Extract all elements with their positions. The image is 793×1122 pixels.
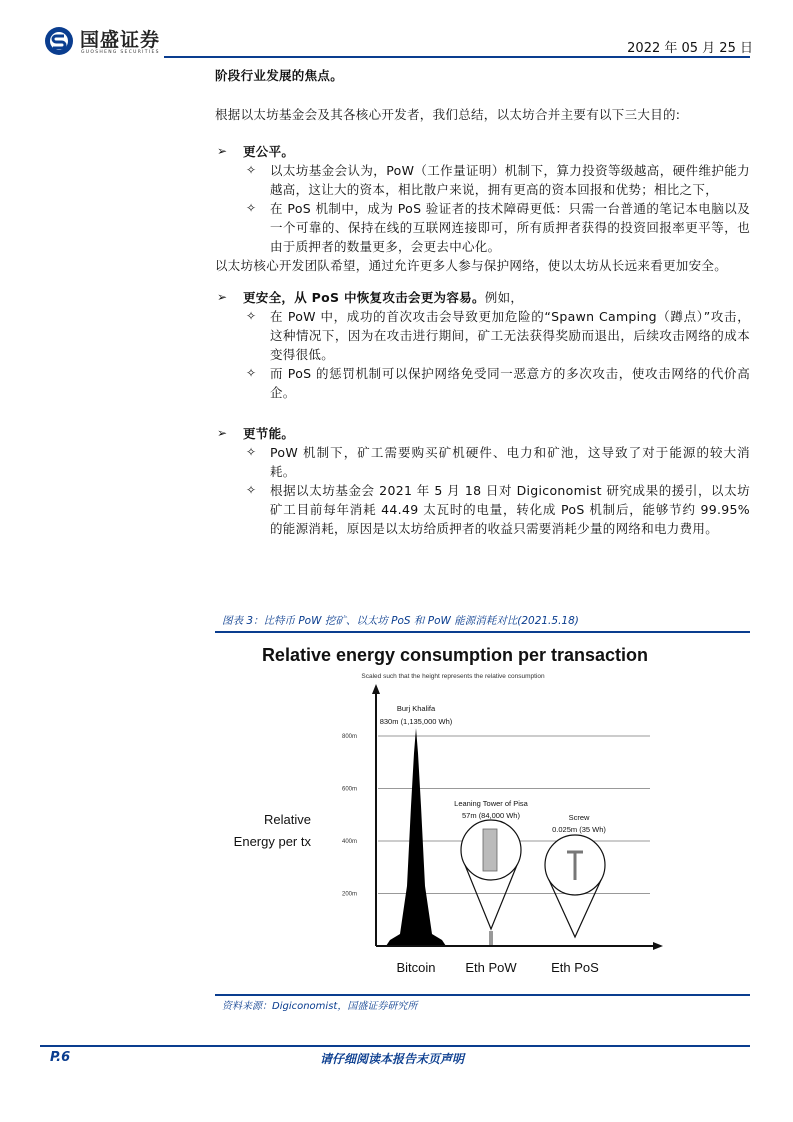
- x-axis-arrow-icon: [653, 942, 663, 950]
- x-category-label: Bitcoin: [396, 960, 436, 975]
- annotation-value: 830m (1,135,000 Wh): [379, 717, 453, 726]
- bar-eth-pow: [489, 931, 493, 946]
- bullet-text: 根据以太坊基金会 2021 年 5 月 18 日对 Digiconomist 研究成果的援引，以太坊矿工目前每年消耗 44.49 太瓦时的电量，转化成 PoS 机制后，能够节约 99.95% 的能源消耗，原因是以太坊给质押者的收益只需要消耗少量的网络和电力费用。: [270, 483, 750, 536]
- x-category-label: Eth PoW: [465, 960, 517, 975]
- bullet-item: [215, 307, 750, 364]
- pisa-tower-icon: [483, 829, 497, 871]
- chart-subtitle: Scaled such that the height represents the relative consumption: [361, 673, 545, 680]
- section-title-row: [215, 142, 750, 161]
- annotation-name: Screw: [568, 813, 590, 822]
- y-tick-label: 400m: [341, 839, 357, 845]
- annotation-name: Burj Khalifa: [396, 704, 436, 713]
- x-category-label: Eth PoS: [551, 960, 599, 975]
- section-note: 以太坊核心开发团队希望，通过允许更多人参与保护网络，使以太坊从长远来看更加安全。: [215, 258, 728, 273]
- bullet-item: [215, 364, 750, 402]
- diamond-bullet-icon: ✧: [246, 366, 257, 380]
- bullet-item: [215, 199, 750, 256]
- figure-source: 资料来源：Digiconomist，国盛证券研究所: [222, 1001, 418, 1012]
- section-title-row: [215, 288, 750, 307]
- arrow-bullet-icon: ➢: [217, 290, 228, 304]
- arrow-bullet-icon: ➢: [217, 144, 228, 158]
- section-title: 更公平。: [243, 144, 295, 159]
- bullet-text: 在 PoS 机制中，成为 PoS 验证者的技术障碍更低：只需一台普通的笔记本电脑以及一个可靠的、保持在线的互联网连接即可，所有质押者获得的投资回报率更平等，也由于质押者的数量更多，会更去中心化。: [270, 201, 750, 254]
- caption-divider: [215, 631, 750, 633]
- annotation-name: Leaning Tower of Pisa: [454, 799, 528, 808]
- bullet-item: [215, 481, 750, 538]
- bullet-text: 在 PoW 中，成功的首次攻击会导致更加危险的“Spawn Camping（蹲点）”攻击，这种情况下，因为在攻击进行期间，矿工无法获得奖励而退出，后续攻击网络的成本变得很低。: [270, 309, 750, 362]
- footer-disclaimer: 请仔细阅读本报告末页声明: [320, 1052, 465, 1066]
- bullet-item: [215, 443, 750, 481]
- report-date: 2022 年 05 月 25 日: [627, 41, 753, 56]
- diamond-bullet-icon: ✧: [246, 309, 257, 323]
- logo-text: 国盛证券: [80, 29, 161, 51]
- annotation-value: 57m (84,000 Wh): [462, 811, 520, 820]
- body-text: [215, 66, 750, 538]
- bullet-text: 而 PoS 的惩罚机制可以保护网络免受同一恶意方的多次攻击，使攻击网络的代价高企。: [270, 366, 750, 400]
- pisa-tower-callout: [461, 820, 521, 929]
- y-axis-label-line: Energy per tx: [233, 834, 311, 849]
- section-title-row: [215, 424, 750, 443]
- bullet-item: [215, 161, 750, 199]
- page-number: P.6: [50, 1050, 71, 1065]
- intro-text: 根据以太坊基金会及其各核心开发者，我们总结，以太坊合并主要有以下三大目的:: [215, 107, 681, 122]
- figure-bottom-divider: [215, 994, 750, 996]
- bullet-text: 以太坊基金会认为，PoW（工作量证明）机制下，算力投资等级越高，硬件维护能力越高，这让大的资本，相比散户来说，拥有更高的资本回报和优势；相比之下，: [270, 163, 750, 197]
- bullet-text: PoW 机制下，矿工需要购买矿机硬件、电力和矿池，这导致了对于能源的较大消耗。: [270, 445, 750, 479]
- logo: [44, 24, 184, 60]
- diamond-bullet-icon: ✧: [246, 483, 257, 497]
- header-divider: [164, 56, 750, 58]
- energy-chart: [215, 634, 750, 994]
- screw-callout: [545, 835, 605, 937]
- diamond-bullet-icon: ✧: [246, 445, 257, 459]
- y-tick-label: 200m: [341, 891, 357, 898]
- logo-mark-icon: [44, 26, 74, 56]
- logo-subtext: GUOSHENG SECURITIES: [81, 50, 160, 55]
- y-axis-label-line: Relative: [264, 812, 311, 827]
- annotation-value: 0.025m (35 Wh): [552, 825, 606, 834]
- chart-title: Relative energy consumption per transaction: [261, 645, 649, 665]
- diamond-bullet-icon: ✧: [246, 163, 257, 177]
- section-title-suffix: 例如，: [484, 290, 524, 305]
- y-axis-label: [234, 812, 312, 849]
- figure-caption: 图表 3：比特币 PoW 挖矿、以太坊 PoS 和 PoW 能源消耗对比(2021.5.18): [222, 615, 579, 627]
- y-tick-label: 800m: [341, 734, 357, 740]
- section-title: 更节能。: [243, 426, 295, 441]
- y-tick-label: 600m: [341, 786, 357, 793]
- section-title: 更安全，从 PoS 中恢复攻击会更为容易。: [243, 290, 485, 305]
- bar-bitcoin: [386, 728, 446, 946]
- y-axis-arrow-icon: [372, 684, 380, 694]
- intro-heading: 阶段行业发展的焦点。: [215, 68, 344, 83]
- diamond-bullet-icon: ✧: [246, 201, 257, 215]
- footer-divider: [40, 1045, 750, 1047]
- arrow-bullet-icon: ➢: [217, 426, 228, 440]
